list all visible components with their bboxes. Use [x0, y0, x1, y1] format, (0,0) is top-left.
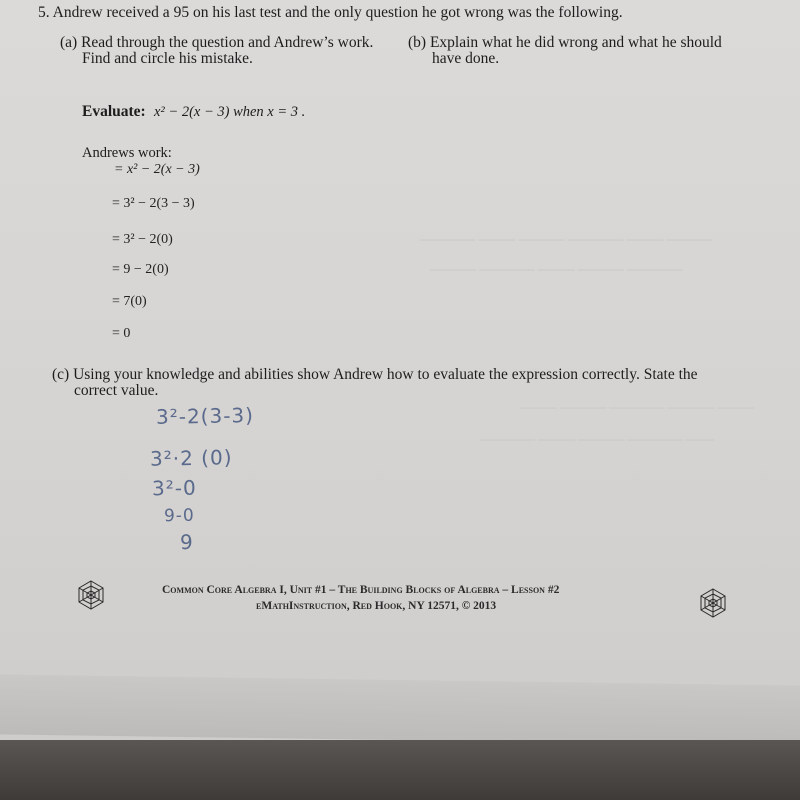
- work-step: = x² − 2(x − 3): [114, 162, 200, 177]
- handwritten-step: 3²·2 (0): [149, 445, 233, 471]
- work-step: = 7(0): [112, 294, 147, 309]
- evaluate-expression: x² − 2(x − 3) when x = 3 .: [154, 104, 306, 120]
- footer-publisher-line: eMathInstruction, Red Hook, NY 12571, © 2013: [256, 600, 497, 612]
- emath-logo-right-icon: [698, 588, 728, 618]
- background-surface: [0, 740, 800, 800]
- handwritten-step: 3²-2(3-3): [155, 403, 255, 429]
- work-step: = 3² − 2(3 − 3): [112, 196, 195, 211]
- emath-logo-left-icon: [76, 580, 106, 610]
- work-step: = 9 − 2(0): [112, 262, 169, 277]
- footer-course-line: Common Core Algebra I, Unit #1 – The Building Blocks of Algebra – Lesson #2: [162, 584, 560, 596]
- work-step: = 0: [112, 326, 131, 341]
- bleed-through-text: ───── ────── ──── ───── ──────: [430, 262, 683, 277]
- paper-curl-shadow: [0, 674, 800, 740]
- evaluate-label: Evaluate:: [82, 103, 146, 120]
- work-label: Andrews work:: [82, 145, 172, 161]
- handwritten-step: 9-0: [163, 505, 195, 527]
- part-b-line1: (b) Explain what he did wrong and what he should: [408, 34, 722, 51]
- part-a-line1: (a) Read through the question and Andrew’s work.: [60, 34, 374, 51]
- part-c-line2: correct value.: [74, 382, 159, 399]
- question-intro: 5. Andrew received a 95 on his last test and the only question he got wrong was the following.: [38, 4, 623, 21]
- part-c-line1: (c) Using your knowledge and abilities show Andrew how to evaluate the expression correctly. State the: [52, 366, 698, 383]
- handwritten-step: 3²-0: [151, 475, 197, 501]
- bleed-through-text: ────── ──── ───── ────── ───: [480, 432, 715, 447]
- work-step: = 3² − 2(0): [112, 232, 173, 247]
- handwritten-answer: 9: [179, 529, 194, 555]
- part-b-line2: have done.: [432, 50, 500, 67]
- part-a-line2: Find and circle his mistake.: [82, 50, 253, 67]
- bleed-through-text: ──── ───── ────── ───── ────: [520, 400, 755, 415]
- bleed-through-text: ────── ──── ───── ────── ──── ─────: [420, 232, 713, 247]
